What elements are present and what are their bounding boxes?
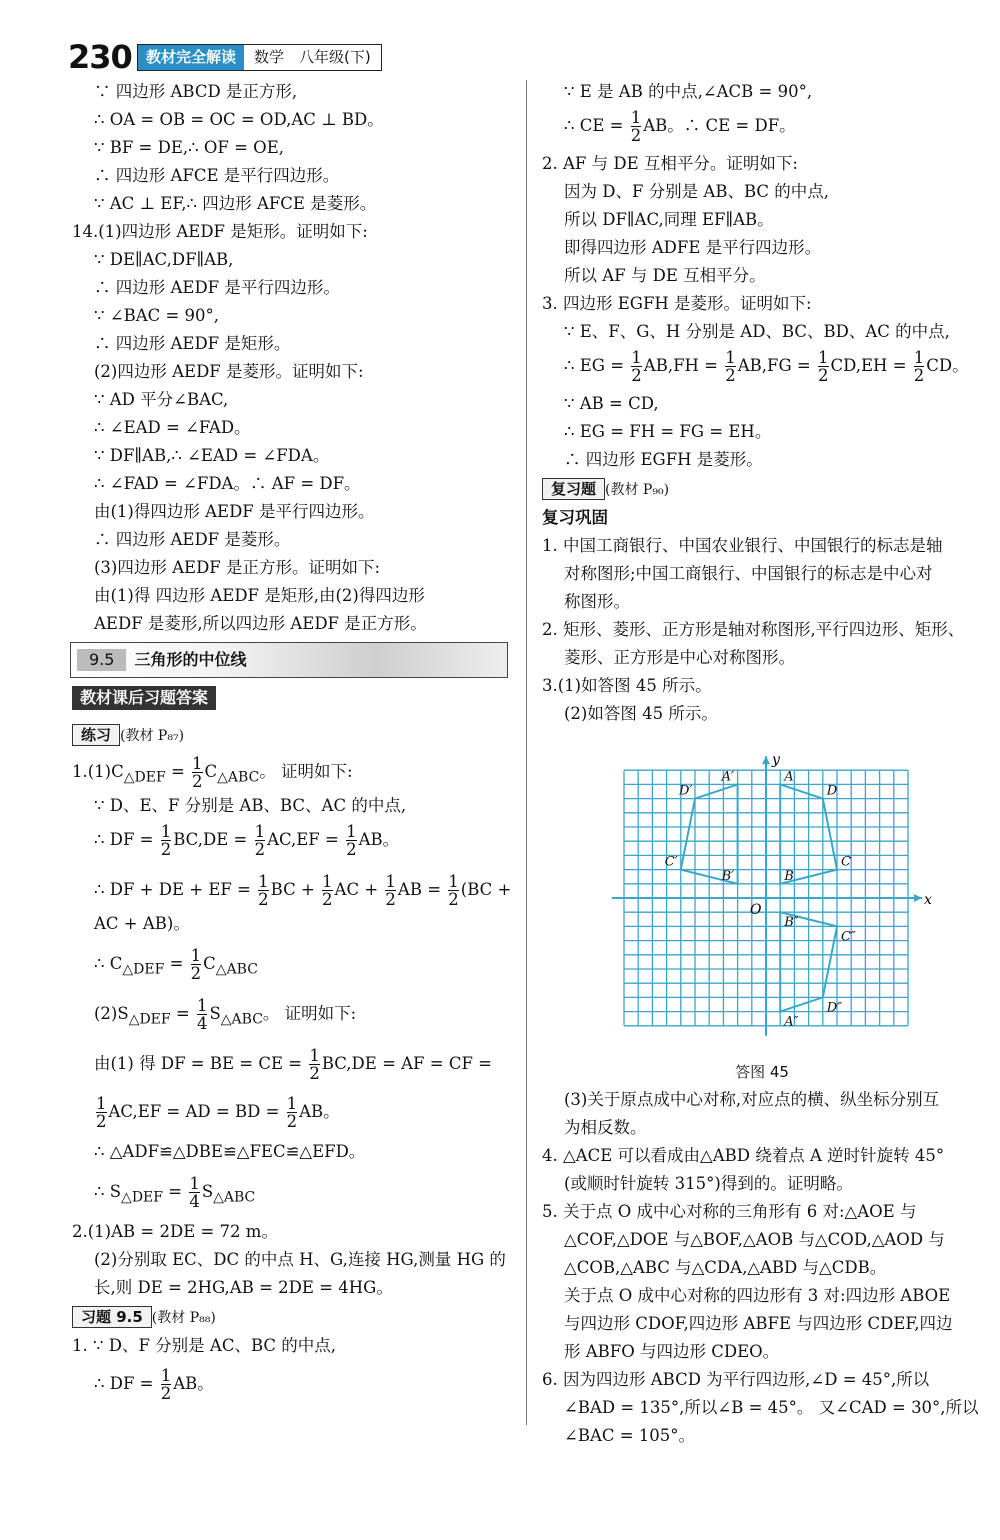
text-line: 为相反数。 <box>564 1118 647 1137</box>
text-line: 所以 AF 与 DE 互相平分。 <box>564 266 766 285</box>
section-number: 9.5 <box>77 649 126 671</box>
text-line: ∴ 四边形 AFCE 是平行四边形。 <box>94 166 340 185</box>
figure-45 <box>542 728 982 1058</box>
right-text-block-4 <box>542 1086 982 1450</box>
subscript: △DEF <box>123 769 166 786</box>
coordinate-grid <box>542 728 982 1058</box>
text: 2.(1)AB = 2DE = 72 m。 <box>72 1222 278 1241</box>
text-line: (2)四边形 AEDF 是菱形。证明如下: <box>94 362 364 381</box>
text: = <box>175 1004 190 1023</box>
text-line: 对称图形;中国工商银行、中国银行的标志是中心对 <box>564 564 933 583</box>
text: CD,EH = <box>830 356 907 375</box>
line <box>72 1044 512 1084</box>
den: 2 <box>631 366 642 385</box>
text-line: ∴ ∠FAD = ∠FDA。∴ AF = DF。 <box>94 474 361 493</box>
text-line: ∠BAD = 135°,所以∠B = 45°。 又∠CAD = 30°,所以 <box>564 1398 979 1417</box>
line <box>72 1364 512 1404</box>
fuxi-row <box>542 474 982 504</box>
text-line: 即得四边形 ADFE 是平行四边形。 <box>564 238 822 257</box>
den: 2 <box>286 1112 298 1131</box>
text-line: ∵ AB = CD, <box>564 394 659 413</box>
text-line: 关于点 O 成中心对称的四边形有 3 对:四边形 ABOE <box>564 1286 951 1305</box>
line <box>72 1246 512 1274</box>
text: (2)S <box>94 1004 129 1023</box>
xiti-row <box>72 1302 512 1332</box>
xiti-label: 习题 9.5 <box>72 1306 152 1328</box>
point-label: D <box>826 783 838 799</box>
num: 1 <box>96 1094 107 1113</box>
text-line: ∴ 四边形 EGFH 是菱形。 <box>564 450 763 469</box>
line <box>72 1092 512 1132</box>
text: ∴ DF = <box>94 830 154 849</box>
point-label: B′ <box>721 868 735 884</box>
num: 1 <box>818 348 829 367</box>
text: (BC + <box>460 880 512 899</box>
fraction-half <box>161 823 172 858</box>
text: ∴ DF + DE + EF = <box>94 880 251 899</box>
text-line: ∵ ∠BAC = 90°, <box>94 306 220 325</box>
text-line: 14.(1)四边形 AEDF 是矩形。证明如下: <box>72 222 368 241</box>
xiti-ref: (教材 P₈₈) <box>151 1310 216 1326</box>
fraction-half <box>161 1367 172 1402</box>
point-label: C <box>841 854 851 870</box>
num: 1 <box>192 754 203 773</box>
line <box>72 910 512 938</box>
subject-label: 数学 八年级(下) <box>254 48 371 66</box>
running-header <box>137 44 382 71</box>
text: AB,FG = <box>737 356 811 375</box>
text-line: △COB,△ABC 与△CDA,△ABD 与△CDB。 <box>564 1258 887 1277</box>
num: 1 <box>258 872 269 891</box>
left-column <box>72 78 512 1404</box>
fuxi-ref: (教材 P₉₀) <box>605 482 670 498</box>
point-label: D′ <box>679 783 693 799</box>
text-line: 2. AF 与 DE 互相平分。证明如下: <box>542 154 798 173</box>
text: ∵ E 是 AB 的中点,∠ACB = 90°, <box>564 82 813 101</box>
den: 2 <box>258 890 269 909</box>
fraction-half <box>255 823 266 858</box>
text-line: 因为 D、F 分别是 AB、BC 的中点, <box>564 182 829 201</box>
text: BC,DE = <box>173 830 248 849</box>
text-line: ∵ BF = DE,∴ OF = OE, <box>94 138 284 157</box>
fraction-half <box>914 349 925 384</box>
section-title: 三角形的中位线 <box>134 650 247 669</box>
den: 2 <box>309 1064 320 1083</box>
text-line: ∴ 四边形 AEDF 是菱形。 <box>94 530 291 549</box>
text: 。 证明如下: <box>259 762 353 781</box>
line <box>72 1274 512 1302</box>
line <box>72 792 512 820</box>
text: AC + <box>334 880 379 899</box>
fraction-half <box>192 755 203 790</box>
text: AB。 <box>358 830 400 849</box>
den: 2 <box>346 840 357 859</box>
text: 由(1) 得 DF = BE = CE = <box>94 1054 303 1073</box>
den: 2 <box>448 890 459 909</box>
text-line: ∵ 四边形 ABCD 是正方形, <box>94 82 298 101</box>
text: ∵ D、E、F 分别是 AB、BC、AC 的中点, <box>94 796 407 815</box>
left-text-block <box>72 78 512 638</box>
num: 1 <box>346 822 357 841</box>
page-number: 230 <box>68 38 132 76</box>
den: 2 <box>725 366 736 385</box>
den: 2 <box>630 126 642 145</box>
num: 1 <box>630 108 642 127</box>
line <box>542 78 982 106</box>
fraction-half <box>346 823 357 858</box>
text: 。 证明如下: <box>262 1004 357 1023</box>
text-line: (或顺时针旋转 315°)得到的。证明略。 <box>564 1174 853 1193</box>
text: AB。 <box>173 1374 214 1393</box>
fraction-half <box>631 349 642 384</box>
fraction-half <box>448 873 459 908</box>
den: 2 <box>96 1112 107 1131</box>
point-label: C′ <box>664 854 678 870</box>
subscript: △ABC <box>217 769 260 786</box>
figure-caption: 答图 45 <box>735 1063 789 1081</box>
subscript: △DEF <box>122 961 165 978</box>
text-line: 与四边形 CDOF,四边形 ABFE 与四边形 CDEF,四边 <box>564 1314 953 1333</box>
right-column <box>542 78 982 1450</box>
num: 1 <box>448 872 459 891</box>
den: 4 <box>189 1192 200 1211</box>
text: AC + AB)。 <box>94 914 190 933</box>
point-label: A″ <box>784 1014 799 1030</box>
line <box>72 994 512 1034</box>
text: AC,EF = <box>267 830 339 849</box>
subscript: △ABC <box>213 1189 256 1206</box>
den: 2 <box>160 840 172 859</box>
text: 长,则 DE = 2HG,AB = 2DE = 4HG。 <box>94 1278 393 1297</box>
den: 2 <box>190 964 202 983</box>
den: 2 <box>913 366 925 385</box>
text: ∴ S <box>94 1182 122 1201</box>
column-divider <box>526 80 527 1425</box>
text: ∴ △ADF≌△DBE≌△FEC≌△EFD。 <box>94 1142 366 1161</box>
right-text-block-1 <box>542 150 982 346</box>
point-label: A′ <box>721 769 734 785</box>
lianxi-row <box>72 718 512 752</box>
text: AB,FH = <box>643 356 718 375</box>
num: 1 <box>189 1174 200 1193</box>
text-line: 4. △ACE 可以看成由△ABD 绕着点 A 逆时针旋转 45° <box>542 1146 945 1165</box>
num: 1 <box>196 996 208 1015</box>
y-axis-arrow <box>762 756 770 764</box>
text: = <box>170 762 185 781</box>
point-label: B <box>784 868 794 884</box>
fuxi-subtitle: 复习巩固 <box>542 508 608 527</box>
text: = <box>169 954 184 973</box>
text-line: ∵ DE∥AC,DF∥AB, <box>94 250 234 269</box>
subscript: △ABC <box>215 961 258 978</box>
text-line: ∵ AC ⊥ EF,∴ 四边形 AFCE 是菱形。 <box>94 194 377 213</box>
text-line: 3. 四边形 EGFH 是菱形。证明如下: <box>542 294 812 313</box>
text: 1. ∵ D、F 分别是 AC、BC 的中点, <box>72 1336 336 1355</box>
den: 2 <box>254 840 266 859</box>
text-line: 形 ABFO 与四边形 CDEO。 <box>564 1342 780 1361</box>
text: CD。 <box>926 356 969 375</box>
answers-banner-row <box>72 684 512 718</box>
text-line: ∵ E、F、G、H 分别是 AD、BC、BD、AC 的中点, <box>564 322 950 341</box>
line <box>72 1138 512 1166</box>
point-label: A <box>784 769 794 785</box>
num: 1 <box>160 822 172 841</box>
text: S <box>201 1182 214 1201</box>
text-line: 由(1)得 四边形 AEDF 是矩形,由(2)得四边形 <box>94 586 425 605</box>
text: C <box>204 762 218 781</box>
text-line: 2. 矩形、菱形、正方形是轴对称图形,平行四边形、矩形、 <box>542 620 965 639</box>
text: ∴ EG = <box>564 356 625 375</box>
text: AC,EF = AD = BD = <box>108 1102 280 1121</box>
text: ∴ DF = <box>94 1374 154 1393</box>
fraction-half <box>725 349 736 384</box>
x-axis-arrow <box>914 894 922 902</box>
y-axis-label: y <box>772 752 780 769</box>
text-line: ∵ AD 平分∠BAC, <box>94 390 229 409</box>
text-line: 3.(1)如答图 45 所示。 <box>542 676 712 695</box>
num: 1 <box>160 1366 172 1385</box>
den: 2 <box>192 772 203 791</box>
lianxi-label: 练习 <box>72 724 120 746</box>
text: AB = <box>397 880 442 899</box>
text-line: ∴ EG = FH = FG = EH。 <box>564 422 772 441</box>
line <box>72 870 512 910</box>
text-line: ∠BAC = 105°。 <box>564 1426 696 1445</box>
text: BC,DE = AF = CF = <box>321 1054 492 1073</box>
text-line: ∴ OA = OB = OC = OD,AC ⊥ BD。 <box>94 110 384 129</box>
fraction-half <box>322 873 333 908</box>
den: 2 <box>385 890 396 909</box>
line <box>72 1332 512 1360</box>
num: 1 <box>631 348 642 367</box>
text: S <box>209 1004 221 1023</box>
fraction-half <box>309 1047 320 1082</box>
point-label: B″ <box>784 915 799 931</box>
line <box>72 820 512 860</box>
point-label: C″ <box>841 929 856 945</box>
den: 2 <box>818 366 829 385</box>
problem-1-1 <box>72 752 512 792</box>
text-line: (2)如答图 45 所示。 <box>564 704 718 723</box>
line <box>72 944 512 984</box>
text-line: 6. 因为四边形 ABCD 为平行四边形,∠D = 45°,所以 <box>542 1370 930 1389</box>
section-9-5-heading <box>70 642 508 678</box>
fraction-half <box>258 873 269 908</box>
den: 2 <box>160 1384 172 1403</box>
text: 1.(1)C <box>72 762 124 781</box>
fraction-half <box>385 873 396 908</box>
origin-label: O <box>750 902 762 918</box>
fraction-half <box>96 1095 107 1130</box>
num: 1 <box>286 1094 298 1113</box>
num: 1 <box>190 946 202 965</box>
text: ∴ CE = <box>564 116 624 135</box>
text-line: ∴ ∠EAD = ∠FAD。 <box>94 418 251 437</box>
text-line: ∵ DF∥AB,∴ ∠EAD = ∠FDA。 <box>94 446 330 465</box>
subscript: △DEF <box>121 1189 163 1206</box>
text-line: (3)四边形 AEDF 是正方形。证明如下: <box>94 558 381 577</box>
num: 1 <box>254 822 266 841</box>
text-line: 1. 中国工商银行、中国农业银行、中国银行的标志是轴 <box>542 536 943 555</box>
text-line: 称图形。 <box>564 592 630 611</box>
fraction-half <box>818 349 829 384</box>
den: 2 <box>322 890 333 909</box>
num: 1 <box>322 872 333 891</box>
num: 1 <box>913 348 925 367</box>
text-line: (3)关于原点成中心对称,对应点的横、纵坐标分别互 <box>564 1090 940 1109</box>
text-line: △COF,△DOE 与△BOF,△AOB 与△COD,△AOD 与 <box>564 1230 945 1249</box>
text-line: ∴ 四边形 AEDF 是平行四边形。 <box>94 278 340 297</box>
book-badge: 教材完全解读 <box>138 45 244 70</box>
num: 1 <box>385 872 396 891</box>
subscript: △DEF <box>128 1011 171 1028</box>
fraction-quarter <box>189 1175 200 1210</box>
text: = <box>168 1182 183 1201</box>
text: AB。 <box>299 1102 340 1121</box>
fraction-half <box>631 109 642 144</box>
text-line: 菱形、正方形是中心对称图形。 <box>564 648 795 667</box>
fraction-half <box>191 947 202 982</box>
text-line: AEDF 是菱形,所以四边形 AEDF 是正方形。 <box>94 614 427 633</box>
right-text-block-3 <box>542 532 982 728</box>
text-line: ∴ 四边形 AEDF 是矩形。 <box>94 334 291 353</box>
num: 1 <box>725 348 736 367</box>
line <box>542 106 982 146</box>
line <box>72 1172 512 1212</box>
right-text-block-2 <box>542 390 982 474</box>
text-line: 由(1)得四边形 AEDF 是平行四边形。 <box>94 502 375 521</box>
line <box>72 1218 512 1246</box>
text: AB。∴ CE = DF。 <box>643 116 796 135</box>
answers-banner: 教材课后习题答案 <box>72 686 216 710</box>
text: C <box>203 954 216 973</box>
den: 4 <box>196 1014 208 1033</box>
point-label: D″ <box>826 1000 843 1016</box>
line <box>542 346 982 386</box>
num: 1 <box>309 1046 320 1065</box>
lianxi-ref: (教材 P₈₇) <box>120 728 185 744</box>
fraction-quarter <box>197 997 208 1032</box>
text: BC + <box>270 880 315 899</box>
text-line: 所以 DF∥AC,同理 EF∥AB。 <box>564 210 774 229</box>
text: (2)分别取 EC、DC 的中点 H、G,连接 HG,测量 HG 的 <box>94 1250 506 1269</box>
text-line: 5. 关于点 O 成中心对称的三角形有 6 对:△AOE 与 <box>542 1202 917 1221</box>
fuxi-label: 复习题 <box>542 478 605 500</box>
text: ∴ C <box>94 954 123 973</box>
subscript: △ABC <box>220 1011 263 1028</box>
fraction-half <box>287 1095 298 1130</box>
x-axis-label: x <box>924 892 932 908</box>
